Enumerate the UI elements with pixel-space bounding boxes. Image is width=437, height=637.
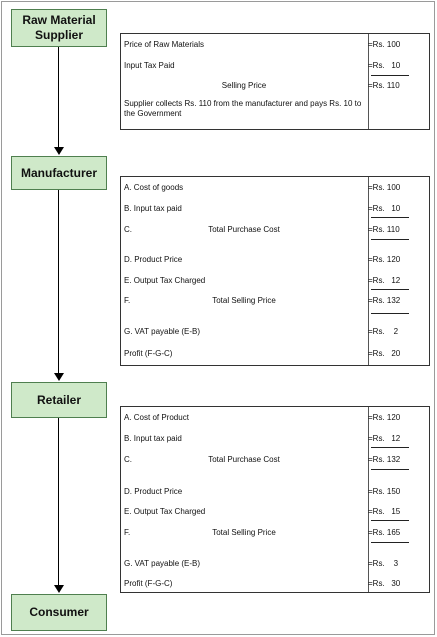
table-row <box>124 59 426 73</box>
table-row <box>124 526 426 540</box>
row-label: A. Cost of Product <box>124 413 189 422</box>
row-value: =Rs. 110 <box>368 225 400 234</box>
sum-underline <box>371 469 409 470</box>
sum-underline <box>371 75 409 76</box>
supplier-note: Supplier collects Rs. 110 from the manufacturer and pays Rs. 10 to the Government <box>124 99 362 118</box>
table-row <box>124 38 426 52</box>
arrowhead-icon <box>54 373 64 381</box>
table-row <box>124 202 426 216</box>
table-row <box>124 453 426 467</box>
table-row <box>124 557 426 571</box>
flow-arrow-line <box>58 47 59 148</box>
flow-arrow-line <box>58 418 59 586</box>
row-label: Profit (F-G-C) <box>124 579 173 588</box>
node-manufacturer <box>11 156 107 190</box>
supplier-table <box>120 33 430 130</box>
arrowhead-icon <box>54 585 64 593</box>
table-row <box>124 223 426 237</box>
row-label: D. Product Price <box>124 255 183 264</box>
table-row <box>124 79 426 93</box>
row-label: C. <box>124 225 132 234</box>
table-row <box>124 274 426 288</box>
row-value: =Rs. 132 <box>368 455 401 464</box>
row-label: G. VAT payable (E-B) <box>124 327 201 336</box>
row-value: =Rs. 2 <box>368 327 399 336</box>
table-row <box>124 181 426 195</box>
table-row <box>124 253 426 267</box>
row-value: =Rs. 132 <box>368 296 401 305</box>
flow-arrow-line <box>58 190 59 374</box>
row-value: =Rs. 110 <box>368 81 400 90</box>
row-label: F. <box>124 528 131 537</box>
row-label: Price of Raw Materials <box>124 40 205 49</box>
table-row <box>124 505 426 519</box>
row-value: =Rs. 165 <box>368 528 401 537</box>
manufacturer-table <box>120 176 430 366</box>
row-value: =Rs. 30 <box>368 579 401 588</box>
table-row <box>124 325 426 339</box>
row-value: =Rs. 120 <box>368 255 401 264</box>
table-row <box>124 577 426 591</box>
table-row <box>124 432 426 446</box>
sum-underline <box>371 239 409 240</box>
row-value: =Rs. 150 <box>368 487 401 496</box>
node-raw-material-supplier <box>11 9 107 47</box>
row-value: =Rs. 20 <box>368 349 401 358</box>
node-label: Raw Material Supplier <box>22 13 96 42</box>
row-label: E. Output Tax Charged <box>124 507 206 516</box>
sum-underline <box>371 542 409 543</box>
table-row <box>124 485 426 499</box>
row-label: A. Cost of goods <box>124 183 184 192</box>
row-center-label: Total Selling Price <box>212 296 276 305</box>
sum-underline <box>371 520 409 521</box>
row-label: F. <box>124 296 131 305</box>
table-row <box>124 411 426 425</box>
sum-underline <box>371 447 409 448</box>
row-value: =Rs. 3 <box>368 559 399 568</box>
row-label: Selling Price <box>221 81 267 90</box>
row-value: =Rs. 100 <box>368 40 401 49</box>
row-value: =Rs. 12 <box>368 434 401 443</box>
row-value: =Rs. 120 <box>368 413 401 422</box>
row-center-label: Total Selling Price <box>212 528 276 537</box>
node-retailer <box>11 382 107 418</box>
arrowhead-icon <box>54 147 64 155</box>
node-consumer <box>11 594 107 631</box>
row-label: B. Input tax paid <box>124 434 182 443</box>
row-value: =Rs. 15 <box>368 507 401 516</box>
sum-underline <box>371 289 409 290</box>
row-label: E. Output Tax Charged <box>124 276 206 285</box>
row-value: =Rs. 12 <box>368 276 401 285</box>
sum-underline <box>371 313 409 314</box>
row-label: B. Input tax paid <box>124 204 182 213</box>
row-label: D. Product Price <box>124 487 183 496</box>
node-label: Manufacturer <box>20 165 97 180</box>
table-row <box>124 294 426 308</box>
row-label: G. VAT payable (E-B) <box>124 559 201 568</box>
sum-underline <box>371 217 409 218</box>
retailer-table <box>120 406 430 593</box>
row-value: =Rs. 10 <box>368 61 401 70</box>
row-value: =Rs. 10 <box>368 204 401 213</box>
node-label: Consumer <box>29 605 89 619</box>
row-value: =Rs. 100 <box>368 183 401 192</box>
row-center-label: Total Purchase Cost <box>208 455 280 464</box>
row-center-label: Total Purchase Cost <box>208 225 280 234</box>
row-label: Input Tax Paid <box>124 61 175 70</box>
node-label: Retailer <box>36 392 82 407</box>
row-label: C. <box>124 455 132 464</box>
table-row <box>124 347 426 361</box>
row-label: Profit (F-G-C) <box>124 349 173 358</box>
